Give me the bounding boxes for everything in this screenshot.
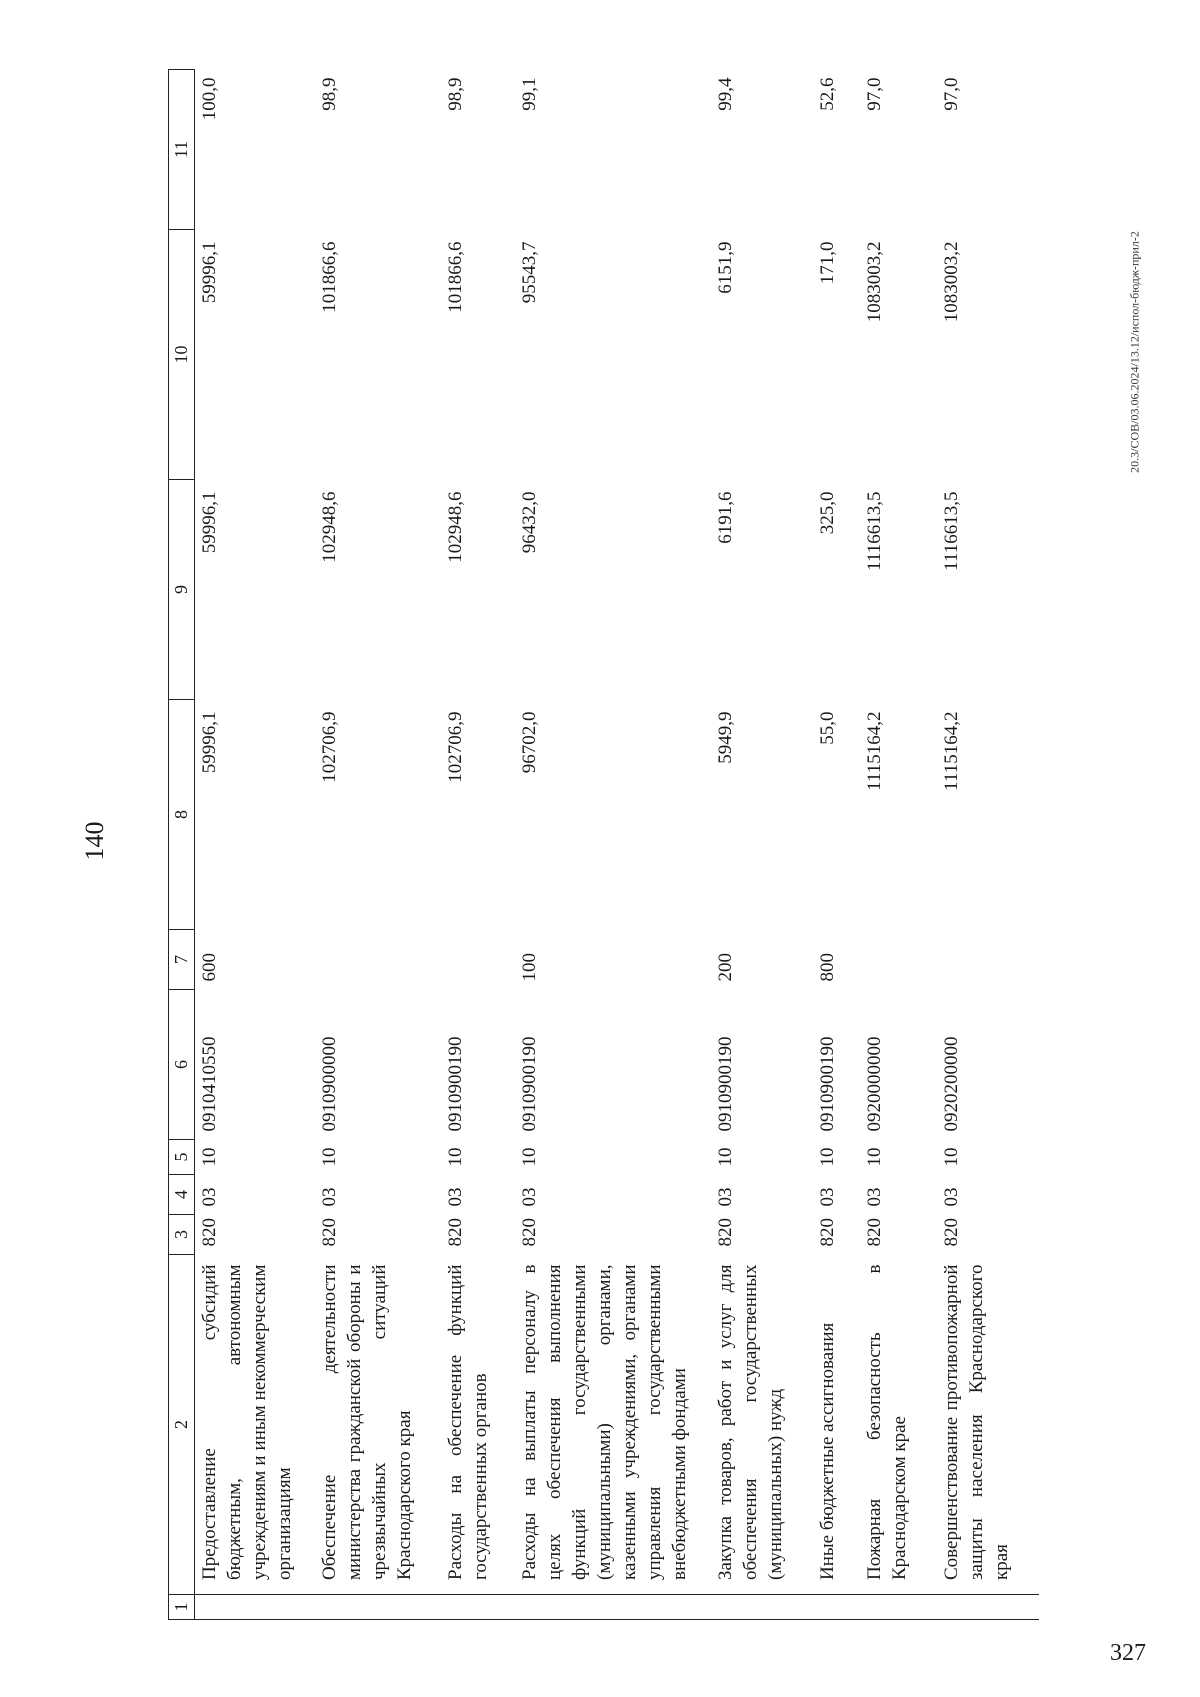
cell-col-5: 10 bbox=[715, 1147, 736, 1167]
cell-col-10: 101866,6 bbox=[319, 241, 340, 313]
cell-col-4: 03 bbox=[519, 1187, 540, 1207]
cell-col-6: 0910900190 bbox=[817, 1036, 838, 1132]
cell-col-5: 10 bbox=[817, 1147, 838, 1167]
header-col-2: 2 bbox=[169, 1255, 195, 1595]
header-row bbox=[169, 70, 195, 1620]
row-index-cell bbox=[711, 1595, 813, 1620]
cell-col-10: 6151,9 bbox=[715, 241, 736, 294]
header-col-6: 6 bbox=[169, 990, 195, 1140]
table-row bbox=[711, 70, 813, 1620]
row-index-cell bbox=[937, 1595, 1039, 1620]
row-description: Пожарная безопасность в Краснодарском крае bbox=[864, 1264, 911, 1580]
cell-col-8: 5949,9 bbox=[715, 711, 736, 764]
cell-col-10: 1083003,2 bbox=[864, 241, 885, 323]
cell-col-11: 52,6 bbox=[817, 77, 838, 111]
cell-col-10: 101866,6 bbox=[445, 241, 466, 313]
row-index-cell bbox=[441, 1595, 515, 1620]
cell-col-4: 03 bbox=[941, 1187, 962, 1207]
cell-col-7: 100 bbox=[519, 953, 540, 982]
cell-col-10: 1083003,2 bbox=[941, 241, 962, 323]
cell-col-7: 200 bbox=[715, 953, 736, 982]
cell-col-7 bbox=[860, 930, 937, 990]
header-col-1: 1 bbox=[169, 1595, 195, 1620]
row-description: Расходы на обеспечение функций государственных органов bbox=[445, 1264, 492, 1580]
header-col-10: 10 bbox=[169, 230, 195, 480]
page-number: 140 bbox=[80, 821, 109, 861]
cell-col-3: 820 bbox=[817, 1218, 838, 1247]
cell-col-8: 59996,1 bbox=[199, 711, 220, 774]
budget-table bbox=[168, 69, 1039, 1620]
cell-col-5: 10 bbox=[941, 1147, 962, 1167]
row-index-cell bbox=[860, 1595, 937, 1620]
cell-col-3: 820 bbox=[941, 1218, 962, 1247]
cell-col-7: 600 bbox=[199, 953, 220, 982]
cell-col-5: 10 bbox=[319, 1147, 340, 1167]
cell-col-9: 59996,1 bbox=[199, 491, 220, 554]
cell-col-9: 96432,0 bbox=[519, 491, 540, 554]
cell-col-9: 1116613,5 bbox=[864, 491, 885, 571]
cell-col-4: 03 bbox=[199, 1187, 220, 1207]
cell-col-5: 10 bbox=[199, 1147, 220, 1167]
cell-col-5: 10 bbox=[445, 1147, 466, 1167]
row-index-cell bbox=[315, 1595, 441, 1620]
rotated-table-wrapper bbox=[168, 70, 1188, 1620]
cell-col-6: 0910900190 bbox=[519, 1036, 540, 1132]
cell-col-3: 820 bbox=[519, 1218, 540, 1247]
row-description: Обеспечение деятельности министерства гражданской обороны и чрезвычайных ситуаций Краснодарского края bbox=[319, 1264, 416, 1580]
cell-col-4: 03 bbox=[715, 1187, 736, 1207]
row-description: Расходы на выплаты персоналу в целях обеспечения выполнения функций государственными (муниципальными) органами, казенными учреждениями, органами управления государственными внебюджетными фондами bbox=[519, 1264, 691, 1580]
document-code-text: 20.3/СОВ/03.06.2024/13.12/испол-бюдж-прил-2 bbox=[1127, 231, 1142, 473]
cell-col-3: 820 bbox=[445, 1218, 466, 1247]
header-col-3: 3 bbox=[169, 1215, 195, 1255]
cell-col-4: 03 bbox=[445, 1187, 466, 1207]
cell-col-3: 820 bbox=[319, 1218, 340, 1247]
cell-col-4: 03 bbox=[319, 1187, 340, 1207]
table-row bbox=[315, 70, 441, 1620]
row-index-cell bbox=[813, 1595, 860, 1620]
cell-col-5: 10 bbox=[864, 1147, 885, 1167]
cell-col-11: 100,0 bbox=[199, 77, 220, 121]
cell-col-7: 800 bbox=[817, 953, 838, 982]
cell-col-6: 0910900190 bbox=[445, 1036, 466, 1132]
cell-col-6: 0910900190 bbox=[715, 1036, 736, 1132]
cell-col-7 bbox=[937, 930, 1039, 990]
cell-col-8: 1115164,2 bbox=[941, 711, 962, 791]
cell-col-3: 820 bbox=[715, 1218, 736, 1247]
cell-col-11: 98,9 bbox=[319, 77, 340, 111]
table-row bbox=[937, 70, 1039, 1620]
cell-col-11: 99,1 bbox=[519, 77, 540, 111]
cell-col-8: 55,0 bbox=[817, 711, 838, 745]
header-col-5: 5 bbox=[169, 1140, 195, 1175]
cell-col-9: 6191,6 bbox=[715, 491, 736, 544]
cell-col-8: 102706,9 bbox=[319, 711, 340, 783]
table-row bbox=[813, 70, 860, 1620]
cell-col-11: 97,0 bbox=[941, 77, 962, 111]
cell-col-11: 99,4 bbox=[715, 77, 736, 111]
cell-col-10: 95543,7 bbox=[519, 241, 540, 304]
cell-col-4: 03 bbox=[817, 1187, 838, 1207]
header-col-9: 9 bbox=[169, 480, 195, 700]
cell-col-8: 102706,9 bbox=[445, 711, 466, 783]
cell-col-11: 98,9 bbox=[445, 77, 466, 111]
row-index-cell bbox=[195, 1595, 316, 1620]
cell-col-3: 820 bbox=[864, 1218, 885, 1247]
cell-col-9: 325,0 bbox=[817, 491, 838, 535]
cell-col-3: 820 bbox=[199, 1218, 220, 1247]
cell-col-10: 171,0 bbox=[817, 241, 838, 285]
cell-col-6: 0920200000 bbox=[941, 1036, 962, 1132]
cell-col-8: 96702,0 bbox=[519, 711, 540, 774]
cell-col-6: 0920000000 bbox=[864, 1036, 885, 1132]
row-description: Иные бюджетные ассигнования bbox=[817, 1322, 838, 1580]
footer-page-number: 327 bbox=[1110, 1640, 1146, 1666]
header-col-4: 4 bbox=[169, 1175, 195, 1215]
table-row bbox=[441, 70, 515, 1620]
cell-col-6: 0910410550 bbox=[199, 1036, 220, 1132]
cell-col-9: 1116613,5 bbox=[941, 491, 962, 571]
table-row bbox=[515, 70, 711, 1620]
cell-col-7 bbox=[441, 930, 515, 990]
cell-col-11: 97,0 bbox=[864, 77, 885, 111]
cell-col-7 bbox=[315, 930, 441, 990]
cell-col-6: 0910900000 bbox=[319, 1036, 340, 1132]
row-description: Предоставление субсидий бюджетным, автономным учреждениям и иным некоммерческим организациям bbox=[199, 1264, 296, 1580]
cell-col-5: 10 bbox=[519, 1147, 540, 1167]
cell-col-10: 59996,1 bbox=[199, 241, 220, 304]
cell-col-9: 102948,6 bbox=[319, 491, 340, 563]
row-description: Совершенствование противопожарной защиты населения Краснодарского края bbox=[941, 1264, 1013, 1580]
table-row bbox=[195, 70, 316, 1620]
cell-col-4: 03 bbox=[864, 1187, 885, 1207]
row-description: Закупка товаров, работ и услуг для обеспечения государственных (муниципальных) нужд bbox=[715, 1264, 787, 1580]
cell-col-9: 102948,6 bbox=[445, 491, 466, 563]
header-col-8: 8 bbox=[169, 700, 195, 930]
header-col-7: 7 bbox=[169, 930, 195, 990]
table-row bbox=[860, 70, 937, 1620]
header-col-11: 11 bbox=[169, 70, 195, 230]
cell-col-8: 1115164,2 bbox=[864, 711, 885, 791]
row-index-cell bbox=[515, 1595, 711, 1620]
